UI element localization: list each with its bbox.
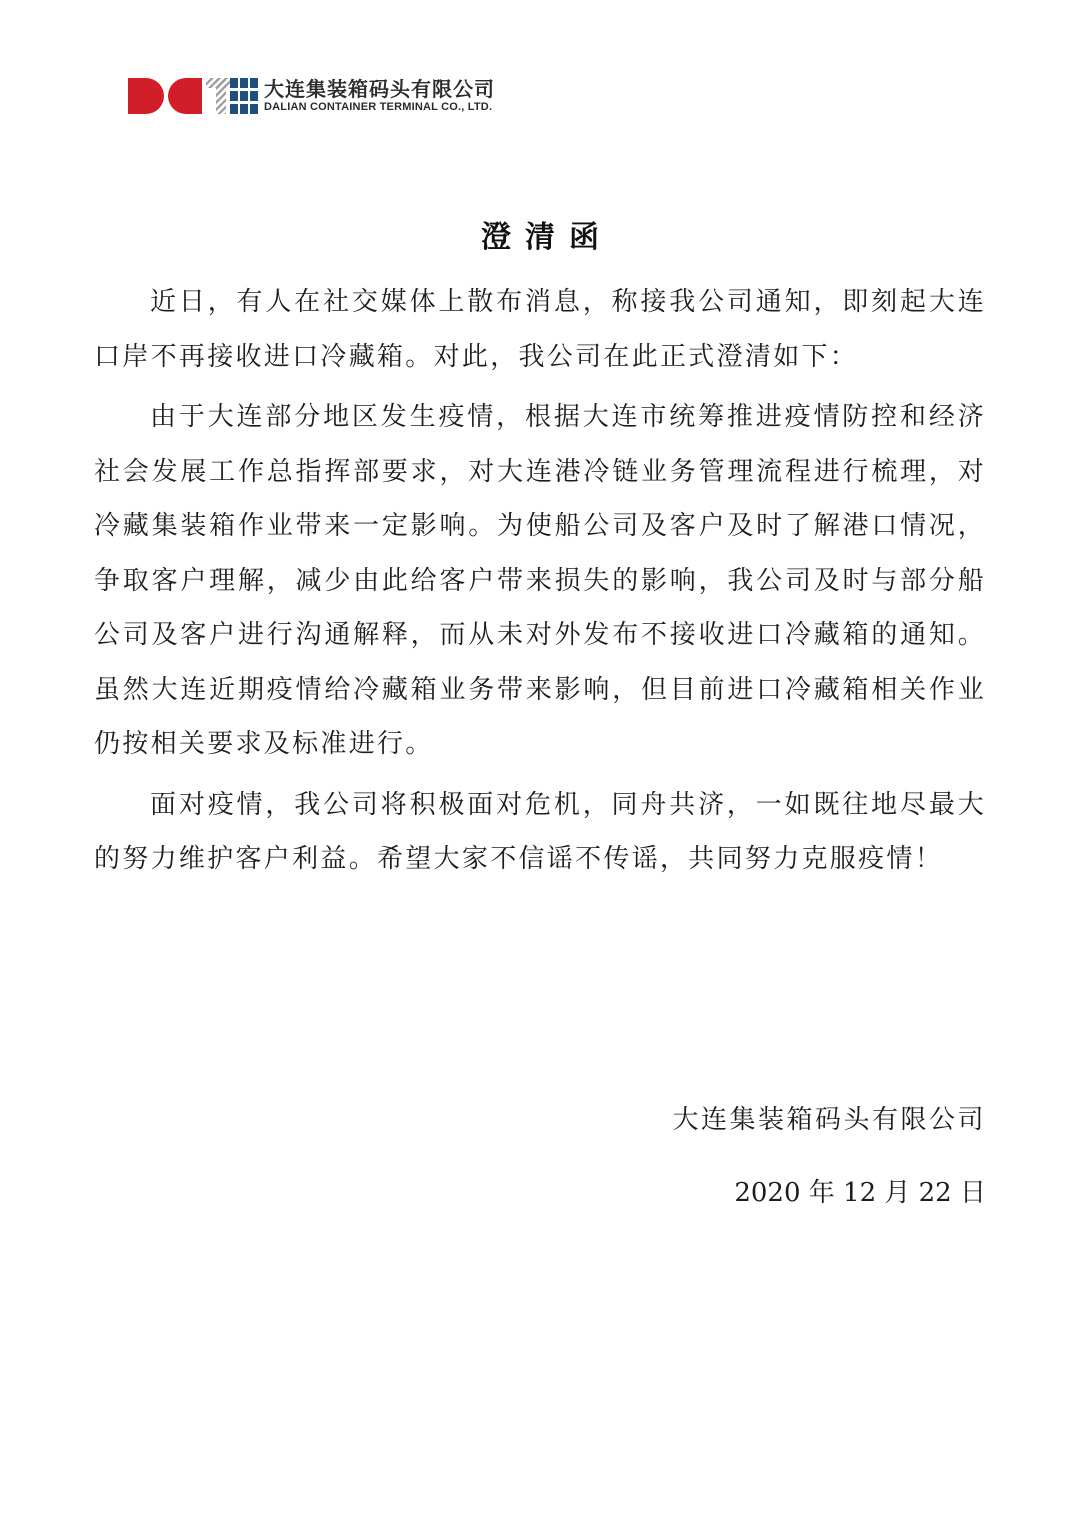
company-name-en: DALIAN CONTAINER TERMINAL CO., LTD. [264, 101, 493, 113]
letterhead [128, 76, 495, 116]
paragraph-2: 由于大连部分地区发生疫情，根据大连市统筹推进疫情防控和经济社会发展工作总指挥部要求，对大连港冷链业务管理流程进行梳理，对冷藏集装箱作业带来一定影响。为使船公司及客户及时了解港口情况，争取客户理解，减少由此给客户带来损失的影响，我公司及时与部分船公司及客户进行沟通解释，而从未对外发布不接收进口冷藏箱的通知。虽然大连近期疫情给冷藏箱业务带来影响，但目前进口冷藏箱相关作业仍按相关要求及标准进行。 [94, 402, 986, 759]
paragraph-1: 近日，有人在社交媒体上散布消息，称接我公司通知，即刻起大连口岸不再接收进口冷藏箱。对此，我公司在此正式澄清如下： [94, 287, 986, 372]
paragraph-3: 面对疫情，我公司将积极面对危机，同舟共济，一如既往地尽最大的努力维护客户利益。希望大家不信谣不传谣，共同努力克服疫情！ [94, 789, 986, 874]
document-title: 澄清函 [481, 220, 613, 255]
company-name-block [264, 76, 495, 116]
company-name-cn: 大连集装箱码头有限公司 [264, 77, 495, 101]
signature-company: 大连集装箱码头有限公司 [672, 1105, 986, 1135]
document-body [94, 275, 986, 887]
signature-date: 2020 年 12 月 22 日 [734, 1178, 986, 1208]
dct-logo-icon [128, 76, 258, 116]
